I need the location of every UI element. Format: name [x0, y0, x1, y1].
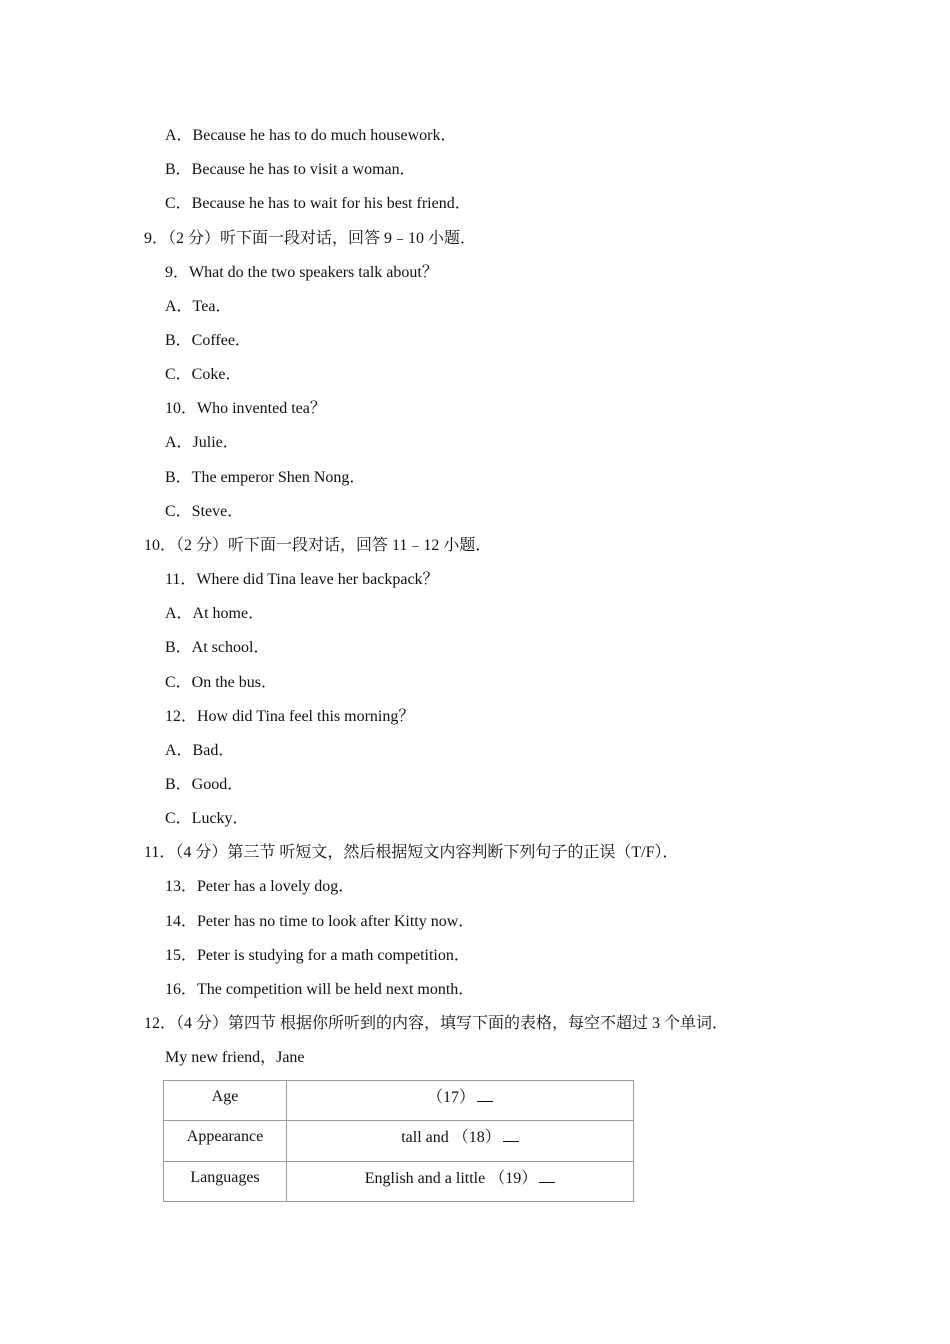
table-row [164, 1162, 634, 1202]
q8-option-c: C．Because he has to wait for his best friend． [165, 195, 471, 212]
answer-blank-18[interactable] [503, 1127, 519, 1142]
question-9-item: A．Tea． [165, 298, 232, 315]
table-row [164, 1081, 634, 1121]
answer-blank-19[interactable] [539, 1168, 555, 1183]
row-label: Age [164, 1081, 287, 1121]
question-9-item: 10．Who invented tea？ [165, 400, 326, 417]
question-9-item: B．The emperor Shen Nong． [165, 469, 366, 486]
question-11-header: 11．（4 分）第三节 听短文，然后根据短文内容判断下列句子的正误（T/F）． [144, 844, 679, 861]
question-10-item: 12．How did Tina feel this morning？ [165, 708, 415, 725]
question-11-item: 13．Peter has a lovely dog． [165, 878, 355, 895]
question-10-item: B．At school． [165, 639, 270, 656]
row-label: Appearance [164, 1121, 287, 1162]
question-10-item: 11．Where did Tina leave her backpack？ [165, 571, 439, 588]
question-9-item: C．Steve． [165, 503, 244, 520]
question-11-item: 15．Peter is studying for a math competition． [165, 947, 470, 964]
cell-text: （17） [426, 1089, 475, 1106]
answer-cell [287, 1162, 634, 1202]
cell-text: tall and （18） [401, 1129, 501, 1146]
row-label: Languages [164, 1162, 287, 1202]
question-10-header: 10．（2 分）听下面一段对话，回答 11﹣12 小题． [144, 537, 492, 554]
answer-cell [287, 1081, 634, 1121]
question-9-item: C．Coke． [165, 366, 242, 383]
question-10-item: B．Good． [165, 776, 244, 793]
table-row [164, 1121, 634, 1162]
question-9-item: A．Julie． [165, 434, 239, 451]
question-10-item: C．On the bus． [165, 674, 278, 691]
question-10-item: A．Bad． [165, 742, 235, 759]
answer-cell [287, 1121, 634, 1162]
question-11-item: 16．The competition will be held next month． [165, 981, 475, 998]
question-9-header: 9．（2 分）听下面一段对话，回答 9﹣10 小题． [144, 230, 477, 247]
question-10-item: C．Lucky． [165, 810, 249, 827]
question-11-item: 14．Peter has no time to look after Kitty now． [165, 913, 475, 930]
question-10-item: A．At home． [165, 605, 265, 622]
cell-text: English and a little （19） [364, 1170, 538, 1187]
question-12-header: 12．（4 分）第四节 根据你所听到的内容，填写下面的表格，每空不超过 3 个单词． [144, 1015, 729, 1032]
question-9-item: 9．What do the two speakers talk about？ [165, 264, 438, 281]
answer-blank-17[interactable] [477, 1087, 493, 1102]
table-title: My new friend，Jane [165, 1049, 305, 1066]
q8-option-a: A．Because he has to do much housework． [165, 127, 457, 144]
answer-table [163, 1080, 634, 1202]
question-9-item: B．Coffee． [165, 332, 251, 349]
q8-option-b: B．Because he has to visit a woman． [165, 161, 416, 178]
